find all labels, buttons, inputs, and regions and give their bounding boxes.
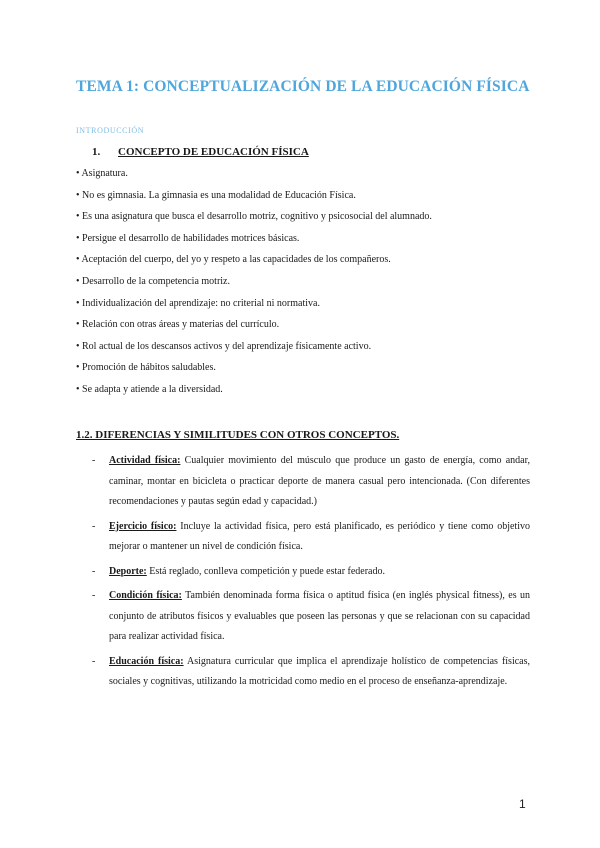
section-1-heading <box>92 146 309 158</box>
bullet-item: • No es gimnasia. La gimnasia es una modalidad de Educación Física. <box>76 189 356 201</box>
bullet-item: • Desarrollo de la competencia motriz. <box>76 275 230 287</box>
list-dash: - <box>92 590 96 601</box>
subheading-text: introducción <box>76 124 145 136</box>
section-subheading <box>76 124 144 136</box>
definition-item <box>92 586 530 648</box>
bullet-item: • Relación con otras áreas y materias del currículo. <box>76 319 280 331</box>
section-2-heading: 1.2. DIFERENCIAS Y SIMILITUDES CON OTROS CONCEPTOS. <box>76 429 400 441</box>
definition-text: También denominada forma física o aptitud física (en inglés physical fitness), es un conjunto de atributos físicos y evaluables que poseen las personas y que se relacionan con su capacidad para realizar actividad física. <box>109 590 531 642</box>
definition-term: Actividad física: <box>109 455 181 466</box>
definition-text: Asignatura curricular que implica el aprendizaje holístico de competencias físicas, sociales y cognitivas, utilizando la motricidad como medio en el proceso de enseñanza-aprendizaje. <box>109 655 530 687</box>
page-title: TEMA 1: CONCEPTUALIZACIÓN DE LA EDUCACIÓN FÍSICA <box>76 78 530 95</box>
section-1-title: CONCEPTO DE EDUCACIÓN FÍSICA <box>118 146 309 158</box>
list-dash: - <box>92 520 96 532</box>
definition-item <box>92 451 530 513</box>
definition-text: Incluye la actividad física, pero está planificado, es periódico y tiene como objetivo mejorar o mantener un nivel de condición física. <box>109 520 530 552</box>
definition-text: Cualquier movimiento del músculo que produce un gasto de energía, como andar, caminar, montar en bicicleta o practicar deporte de manera casual pero intencionada. (Con diferentes recomendaciones y pautas según edad y capacidad.) <box>109 455 530 507</box>
bullet-item: • Es una asignatura que busca el desarrollo motriz, cognitivo y psicosocial del alumnado. <box>76 211 432 223</box>
definition-term: Condición física: <box>109 590 182 601</box>
bullet-list <box>76 168 556 406</box>
definition-item <box>92 562 530 583</box>
definition-term: Educación física: <box>109 655 184 667</box>
bullet-item: • Asignatura. <box>76 168 128 179</box>
bullet-item: • Aceptación del cuerpo, del yo y respeto a las capacidades de los compañeros. <box>76 254 391 266</box>
definition-term: Ejercicio físico: <box>109 520 177 532</box>
bullet-item: • Se adapta y atiende a la diversidad. <box>76 383 223 395</box>
section-1-number: 1. <box>92 146 101 158</box>
definition-text: Está reglado, conlleva competición y puede estar federado. <box>146 565 385 577</box>
bullet-item: • Promoción de hábitos saludables. <box>76 362 216 374</box>
definition-term: Deporte: <box>109 565 147 577</box>
list-dash: - <box>92 455 96 466</box>
bullet-item: • Individualización del aprendizaje: no criterial ni normativa. <box>76 297 320 309</box>
list-dash: - <box>92 565 96 577</box>
bullet-item: • Rol actual de los descansos activos y del aprendizaje físicamente activo. <box>76 340 372 352</box>
list-dash: - <box>92 655 96 667</box>
definitions-list <box>92 451 530 697</box>
page-number: 1 <box>519 797 526 811</box>
bullet-item: • Persigue el desarrollo de habilidades motrices básicas. <box>76 232 300 244</box>
definition-item <box>92 517 530 558</box>
definition-item <box>92 652 530 693</box>
